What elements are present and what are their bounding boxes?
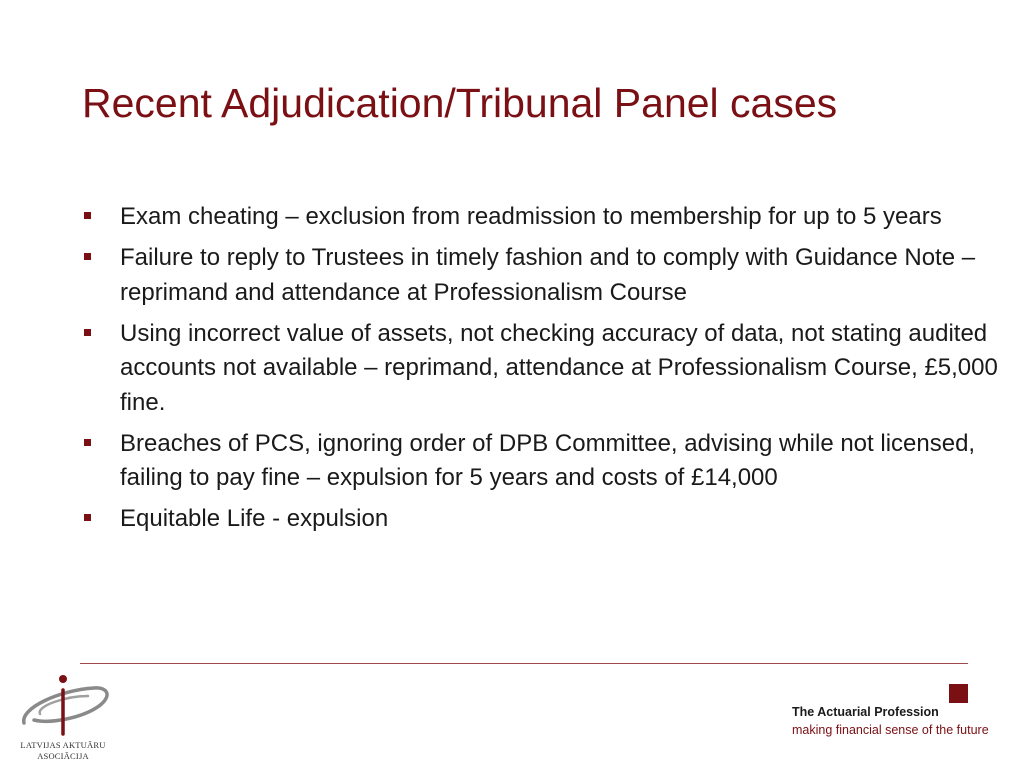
bullet-list bbox=[84, 200, 999, 543]
bullet-text: Using incorrect value of assets, not checking accuracy of data, not stating audited accounts not available – reprimand, attendance at Professionalism Course, £5,000 fine. bbox=[120, 319, 998, 416]
square-bullet-icon bbox=[84, 329, 91, 336]
bullet-item bbox=[84, 241, 999, 310]
footer-divider bbox=[80, 663, 968, 664]
brand-square-icon bbox=[949, 684, 968, 703]
bullet-item bbox=[84, 200, 999, 235]
square-bullet-icon bbox=[84, 212, 91, 219]
bullet-text: Exam cheating – exclusion from readmission to membership for up to 5 years bbox=[120, 203, 942, 230]
latvian-actuaries-logo bbox=[10, 668, 120, 768]
bullet-item bbox=[84, 502, 999, 537]
logo-caption-line1: LATVIJAS AKTUĀRU bbox=[20, 740, 106, 750]
square-bullet-icon bbox=[84, 439, 91, 446]
brand-name: The Actuarial Profession bbox=[792, 705, 939, 719]
bullet-item bbox=[84, 427, 999, 496]
swirl-i-logo-icon bbox=[10, 668, 116, 740]
slide-title: Recent Adjudication/Tribunal Panel cases bbox=[82, 80, 838, 126]
bullet-text: Equitable Life - expulsion bbox=[120, 505, 389, 532]
square-bullet-icon bbox=[84, 253, 91, 260]
logo-caption bbox=[10, 740, 116, 762]
bullet-text: Breaches of PCS, ignoring order of DPB Committee, advising while not licensed, failing to pay fine – expulsion for 5 years and costs of £14,000 bbox=[120, 429, 976, 491]
bullet-text: Failure to reply to Trustees in timely fashion and to comply with Guidance Note – reprimand and attendance at Professionalism Course bbox=[120, 244, 976, 306]
brand-tagline: making financial sense of the future bbox=[792, 723, 989, 737]
logo-caption-line2: ASOCIĀCIJA bbox=[37, 751, 89, 761]
bullet-item bbox=[84, 317, 999, 421]
square-bullet-icon bbox=[84, 514, 91, 521]
